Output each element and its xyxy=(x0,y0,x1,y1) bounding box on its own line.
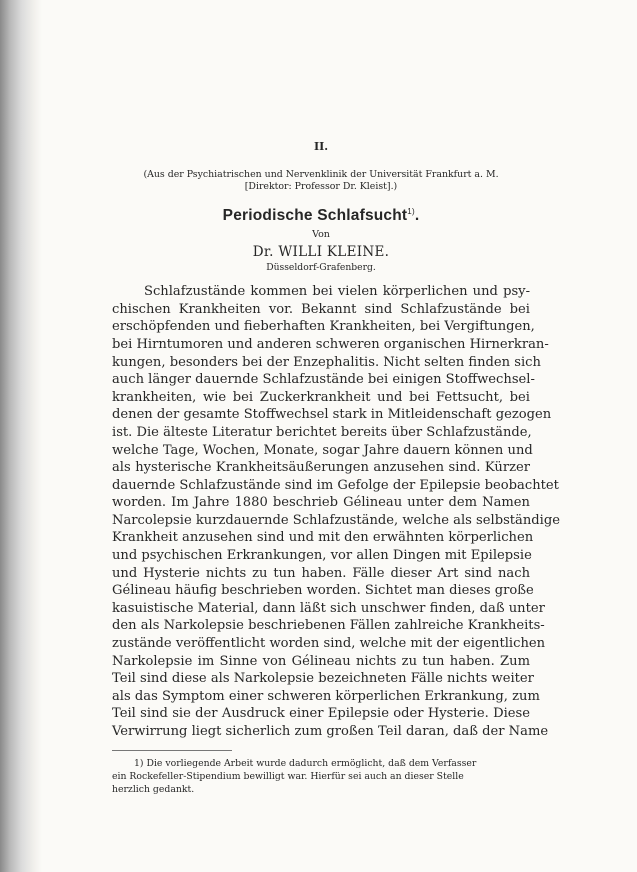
body-line: und Hysterie nichts zu tun haben. Fälle dieser Art sind nach xyxy=(112,565,530,581)
body-line: chischen Krankheiten vor. Bekannt sind Schlafzustände bei xyxy=(112,301,530,317)
body-line: welche Tage, Wochen, Monate, sogar Jahre dauern können und xyxy=(112,442,533,458)
body-line: und psychischen Erkrankungen, vor allen Dingen mit Epilepsie xyxy=(112,548,532,564)
byline: Von xyxy=(312,229,330,241)
article-title: Periodische Schlafsucht$^{1)}$. xyxy=(222,207,420,225)
book-spine-shadow xyxy=(0,0,42,872)
document-page xyxy=(112,140,560,796)
body-line: erschöpfenden und fieberhaften Krankheiten, bei Vergiftungen, xyxy=(112,319,535,335)
body-line: den als Narkolepsie beschriebenen Fällen zahlreiche Krankheits- xyxy=(112,618,545,634)
body-line: bei Hirntumoren und anderen schweren organischen Hirnerkran- xyxy=(112,336,549,352)
body-line: Teil sind sie der Ausdruck einer Epilepsie oder Hysterie. Diese xyxy=(112,706,530,722)
footnote xyxy=(112,757,530,796)
body-text xyxy=(112,283,560,740)
article-number: II. xyxy=(313,140,329,153)
body-line: krankheiten, wie bei Zuckerkrankheit und bei Fettsucht, bei xyxy=(112,389,530,405)
body-line: zustände veröffentlicht worden sind, welche mit der eigentlichen xyxy=(112,636,546,652)
author-name: Dr. WILLI KLEINE. xyxy=(252,244,390,261)
body-line: Schlafzustände kommen bei vielen körperlichen und psy- xyxy=(144,284,530,300)
body-line: denen der gesamte Stoffwechsel stark in Mitleidenschaft gezogen xyxy=(112,407,552,423)
title-footnote-marker: 1) xyxy=(407,207,415,216)
footnote-line: ein Rockefeller-Stipendium bewilligt war. Hierfür sei auch an dieser Stelle xyxy=(112,770,464,782)
author-location: Düsseldorf-Grafenberg. xyxy=(266,262,376,274)
body-line: kungen, besonders bei der Enzephalitis. Nicht selten finden sich xyxy=(112,354,541,370)
body-line: Gélineau häufig beschrieben worden. Sichtet man dieses große xyxy=(112,583,534,599)
affiliation-line: [Direktor: Professor Dr. Kleist].) xyxy=(244,181,398,192)
footnote-line: 1) Die vorliegende Arbeit wurde dadurch ermöglicht, daß dem Verfasser xyxy=(134,757,477,769)
body-line: als das Symptom einer schweren körperlichen Erkrankung, zum xyxy=(112,688,540,704)
footnote-line: herzlich gedankt. xyxy=(112,783,195,795)
footnote-divider xyxy=(112,750,232,751)
body-line: als hysterische Krankheitsäußerungen anzusehen sind. Kürzer xyxy=(112,460,530,476)
body-line: Teil sind diese als Narkolepsie bezeichneten Fälle nichts weiter xyxy=(112,671,534,687)
body-line: Krankheit anzusehen sind und mit den erwähnten körperlichen xyxy=(112,530,534,546)
body-line: auch länger dauernde Schlafzustände bei einigen Stoffwechsel- xyxy=(112,372,535,388)
body-line: dauernde Schlafzustände sind im Gefolge der Epilepsie beobachtet xyxy=(112,477,559,493)
affiliation xyxy=(112,169,530,193)
body-line: Narkolepsie im Sinne von Gélineau nichts zu tun haben. Zum xyxy=(112,653,530,669)
body-line: worden. Im Jahre 1880 beschrieb Gélineau unter dem Namen xyxy=(112,495,530,511)
body-line: kasuistische Material, dann läßt sich unschwer finden, daß unter xyxy=(112,600,545,616)
title-text: Periodische Schlafsucht xyxy=(222,207,408,225)
body-line: Verwirrung liegt sicherlich zum großen Teil daran, daß der Name xyxy=(112,724,549,739)
body-line: ist. Die älteste Literatur berichtet bereits über Schlafzustände, xyxy=(112,424,532,440)
affiliation-line: (Aus der Psychiatrischen und Nervenklinik der Universität Frankfurt a. M. xyxy=(143,169,499,180)
body-line: Narcolepsie kurzdauernde Schlafzustände, welche als selbständige xyxy=(112,512,560,528)
